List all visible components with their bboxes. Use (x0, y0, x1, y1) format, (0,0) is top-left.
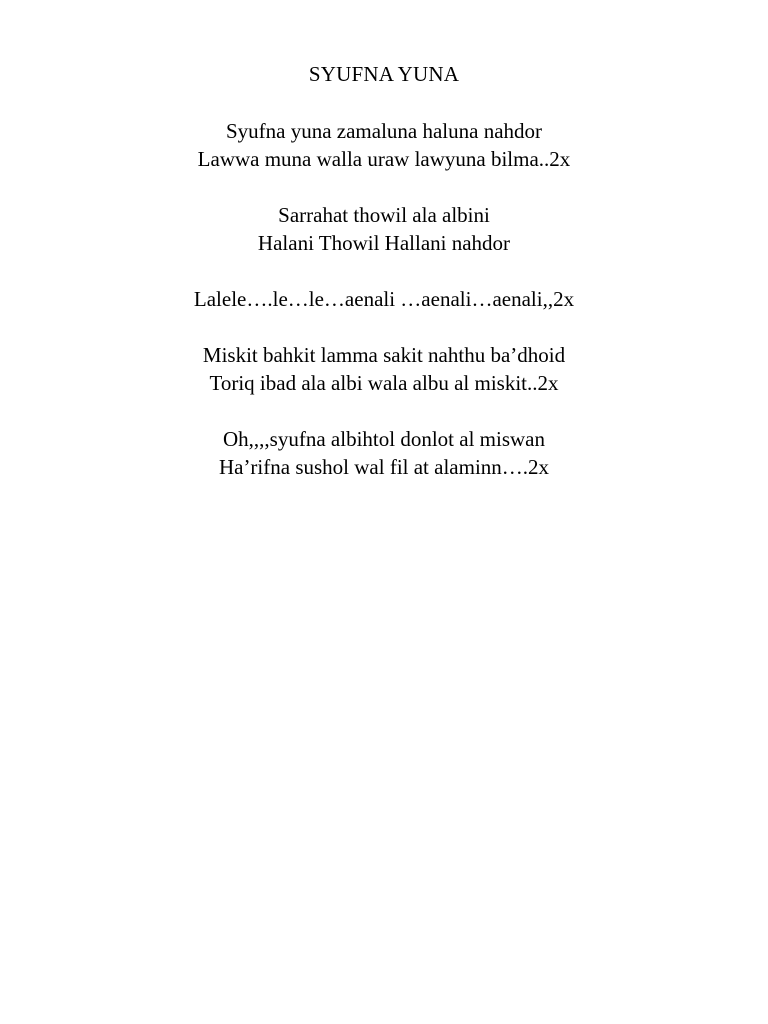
lyric-line: Ha’rifna sushol wal fil at alaminn….2x (218, 455, 550, 479)
lyric-line: Halani Thowil Hallani nahdor (257, 231, 511, 255)
lyric-line: Oh,,,,syufna albihtol donlot al miswan (223, 427, 545, 451)
lyric-line: Syufna yuna zamaluna haluna nahdor (225, 119, 543, 143)
page-title: SYUFNA YUNA (308, 62, 460, 86)
lyric-line: Lawwa muna walla uraw lawyuna bilma..2x (197, 147, 571, 171)
lyric-line: Toriq ibad ala albi wala albu al miskit..2x (209, 371, 559, 395)
lyric-line: Sarrahat thowil ala albini (278, 203, 490, 227)
lyric-line: Lalele….le…le…aenali …aenali…aenali,,2x (193, 287, 575, 311)
lyric-line: Miskit bahkit lamma sakit nahthu ba’dhoid (202, 343, 566, 367)
